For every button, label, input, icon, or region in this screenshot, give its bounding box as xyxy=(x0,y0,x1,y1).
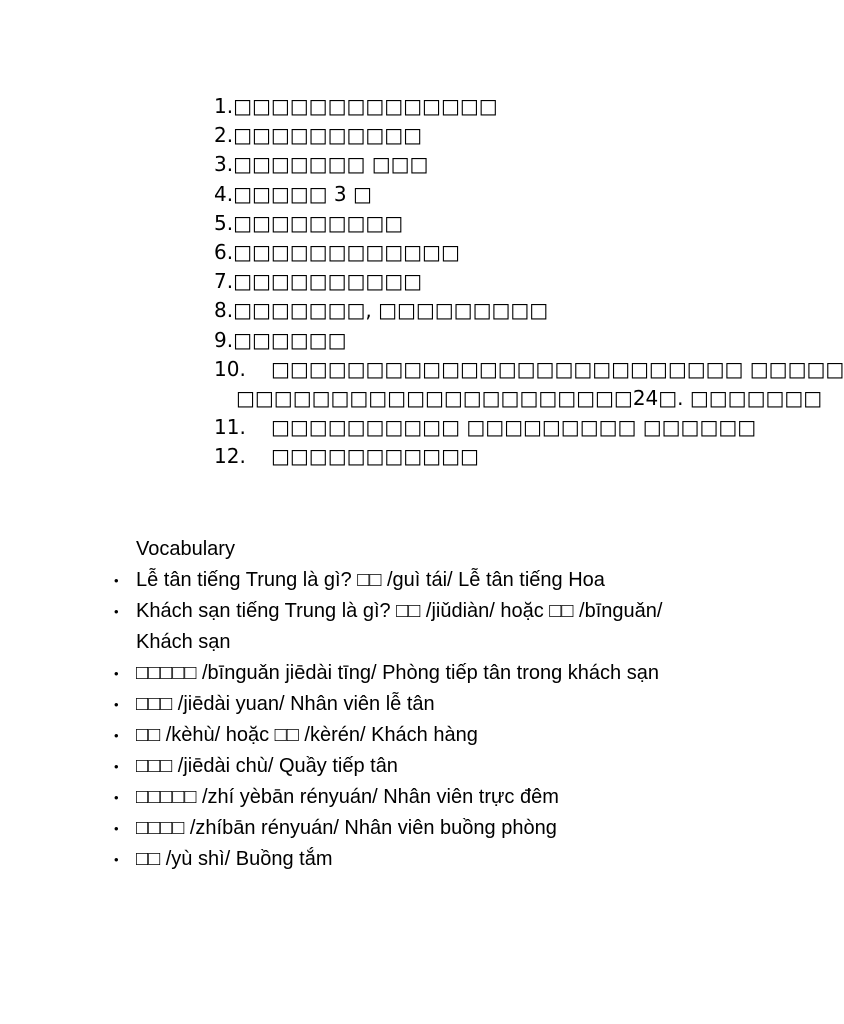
vocabulary-text: □□□ /jiēdài chù/ Quầy tiếp tân xyxy=(136,755,398,777)
list-item xyxy=(214,442,684,471)
bullet-icon: • xyxy=(114,604,119,619)
vocabulary-item xyxy=(114,689,674,720)
list-item xyxy=(214,355,844,413)
bullet-icon: • xyxy=(114,790,119,805)
vocabulary-heading: Vocabulary xyxy=(136,538,235,560)
vocabulary-text: □□ /kèhù/ hoặc □□ /kèrén/ Khách hàng xyxy=(136,724,478,746)
item-number: 8. xyxy=(214,298,234,323)
item-text: □□□□□□□□□□□□□□ xyxy=(233,94,498,118)
bullet-icon: • xyxy=(114,852,119,867)
list-item xyxy=(214,413,757,442)
list-item xyxy=(214,121,684,150)
bullet-icon: • xyxy=(114,821,119,836)
item-text: □□□□□ 3 □ xyxy=(233,181,372,206)
bullet-icon: • xyxy=(114,573,119,588)
item-number: 7. xyxy=(214,269,234,294)
item-text: □□□□□□□□□ xyxy=(233,210,404,235)
bullet-icon: • xyxy=(114,728,119,743)
vocabulary-item xyxy=(114,565,674,596)
vocabulary-text: Lễ tân tiếng Trung là gì? □□ /guì tái/ Lễ tân tiếng Hoa xyxy=(136,569,605,591)
item-number: 4. xyxy=(214,181,234,206)
vocabulary-item xyxy=(114,813,674,844)
vocabulary-item xyxy=(114,658,674,689)
list-item xyxy=(214,326,684,355)
item-text: □□□□□□□□□□□□□□□□□□□□□□□□□ □□□□□ xyxy=(271,356,844,381)
numbered-list xyxy=(214,92,844,472)
item-text: □□□□□□□□□□ □□□□□□□□□ □□□□□□ xyxy=(271,415,757,440)
item-text: □□□□□□ xyxy=(233,327,347,352)
item-number: 2. xyxy=(214,123,234,148)
vocabulary-text: □□□ /jiēdài yuan/ Nhân viên lễ tân xyxy=(136,693,435,715)
list-item xyxy=(214,180,684,209)
vocabulary-list xyxy=(114,565,674,875)
item-text: □□□□□□□□□□□ xyxy=(271,444,479,469)
item-number: 1. xyxy=(214,94,234,118)
vocabulary-item xyxy=(114,751,674,782)
item-text-continued: □□□□□□□□□□□□□□□□□□□□□24□. □□□□□□□ xyxy=(236,386,823,411)
list-item xyxy=(214,150,684,179)
vocabulary-text: Khách sạn tiếng Trung là gì? □□ /jiǔdiàn/ hoặc □□ /bīnguǎn/ Khách sạn xyxy=(136,600,663,653)
item-number: 9. xyxy=(214,327,234,352)
list-item xyxy=(214,92,684,121)
item-text: □□□□□□□□□□ xyxy=(233,123,423,148)
bullet-icon: • xyxy=(114,759,119,774)
item-number: 10. xyxy=(214,356,246,381)
item-text: □□□□□□□, □□□□□□□□□ xyxy=(233,298,549,323)
vocabulary-section xyxy=(114,534,674,875)
list-item xyxy=(214,238,684,267)
vocabulary-text: □□□□□ /bīnguǎn jiēdài tīng/ Phòng tiếp tân trong khách sạn xyxy=(136,662,659,684)
item-text: □□□□□□□ □□□ xyxy=(233,152,429,177)
item-number: 6. xyxy=(214,240,234,265)
vocabulary-item xyxy=(114,596,674,658)
bullet-icon: • xyxy=(114,697,119,712)
item-text: □□□□□□□□□□ xyxy=(233,269,423,294)
vocabulary-item xyxy=(114,844,674,875)
item-number: 3. xyxy=(214,152,234,177)
item-number: 11. xyxy=(214,415,246,440)
vocabulary-text: □□ /yù shì/ Buồng tắm xyxy=(136,848,333,870)
vocabulary-text: □□□□ /zhíbān rényuán/ Nhân viên buồng phòng xyxy=(136,817,557,839)
list-item xyxy=(214,209,684,238)
item-number: 5. xyxy=(214,210,234,235)
vocabulary-item xyxy=(114,782,674,813)
bullet-icon: • xyxy=(114,666,119,681)
list-item xyxy=(214,267,684,296)
vocabulary-item xyxy=(114,720,674,751)
list-item xyxy=(214,296,684,325)
item-text: □□□□□□□□□□□□ xyxy=(233,240,460,265)
vocabulary-text: □□□□□ /zhí yèbān rényuán/ Nhân viên trực đêm xyxy=(136,786,559,808)
item-number: 12. xyxy=(214,444,246,469)
